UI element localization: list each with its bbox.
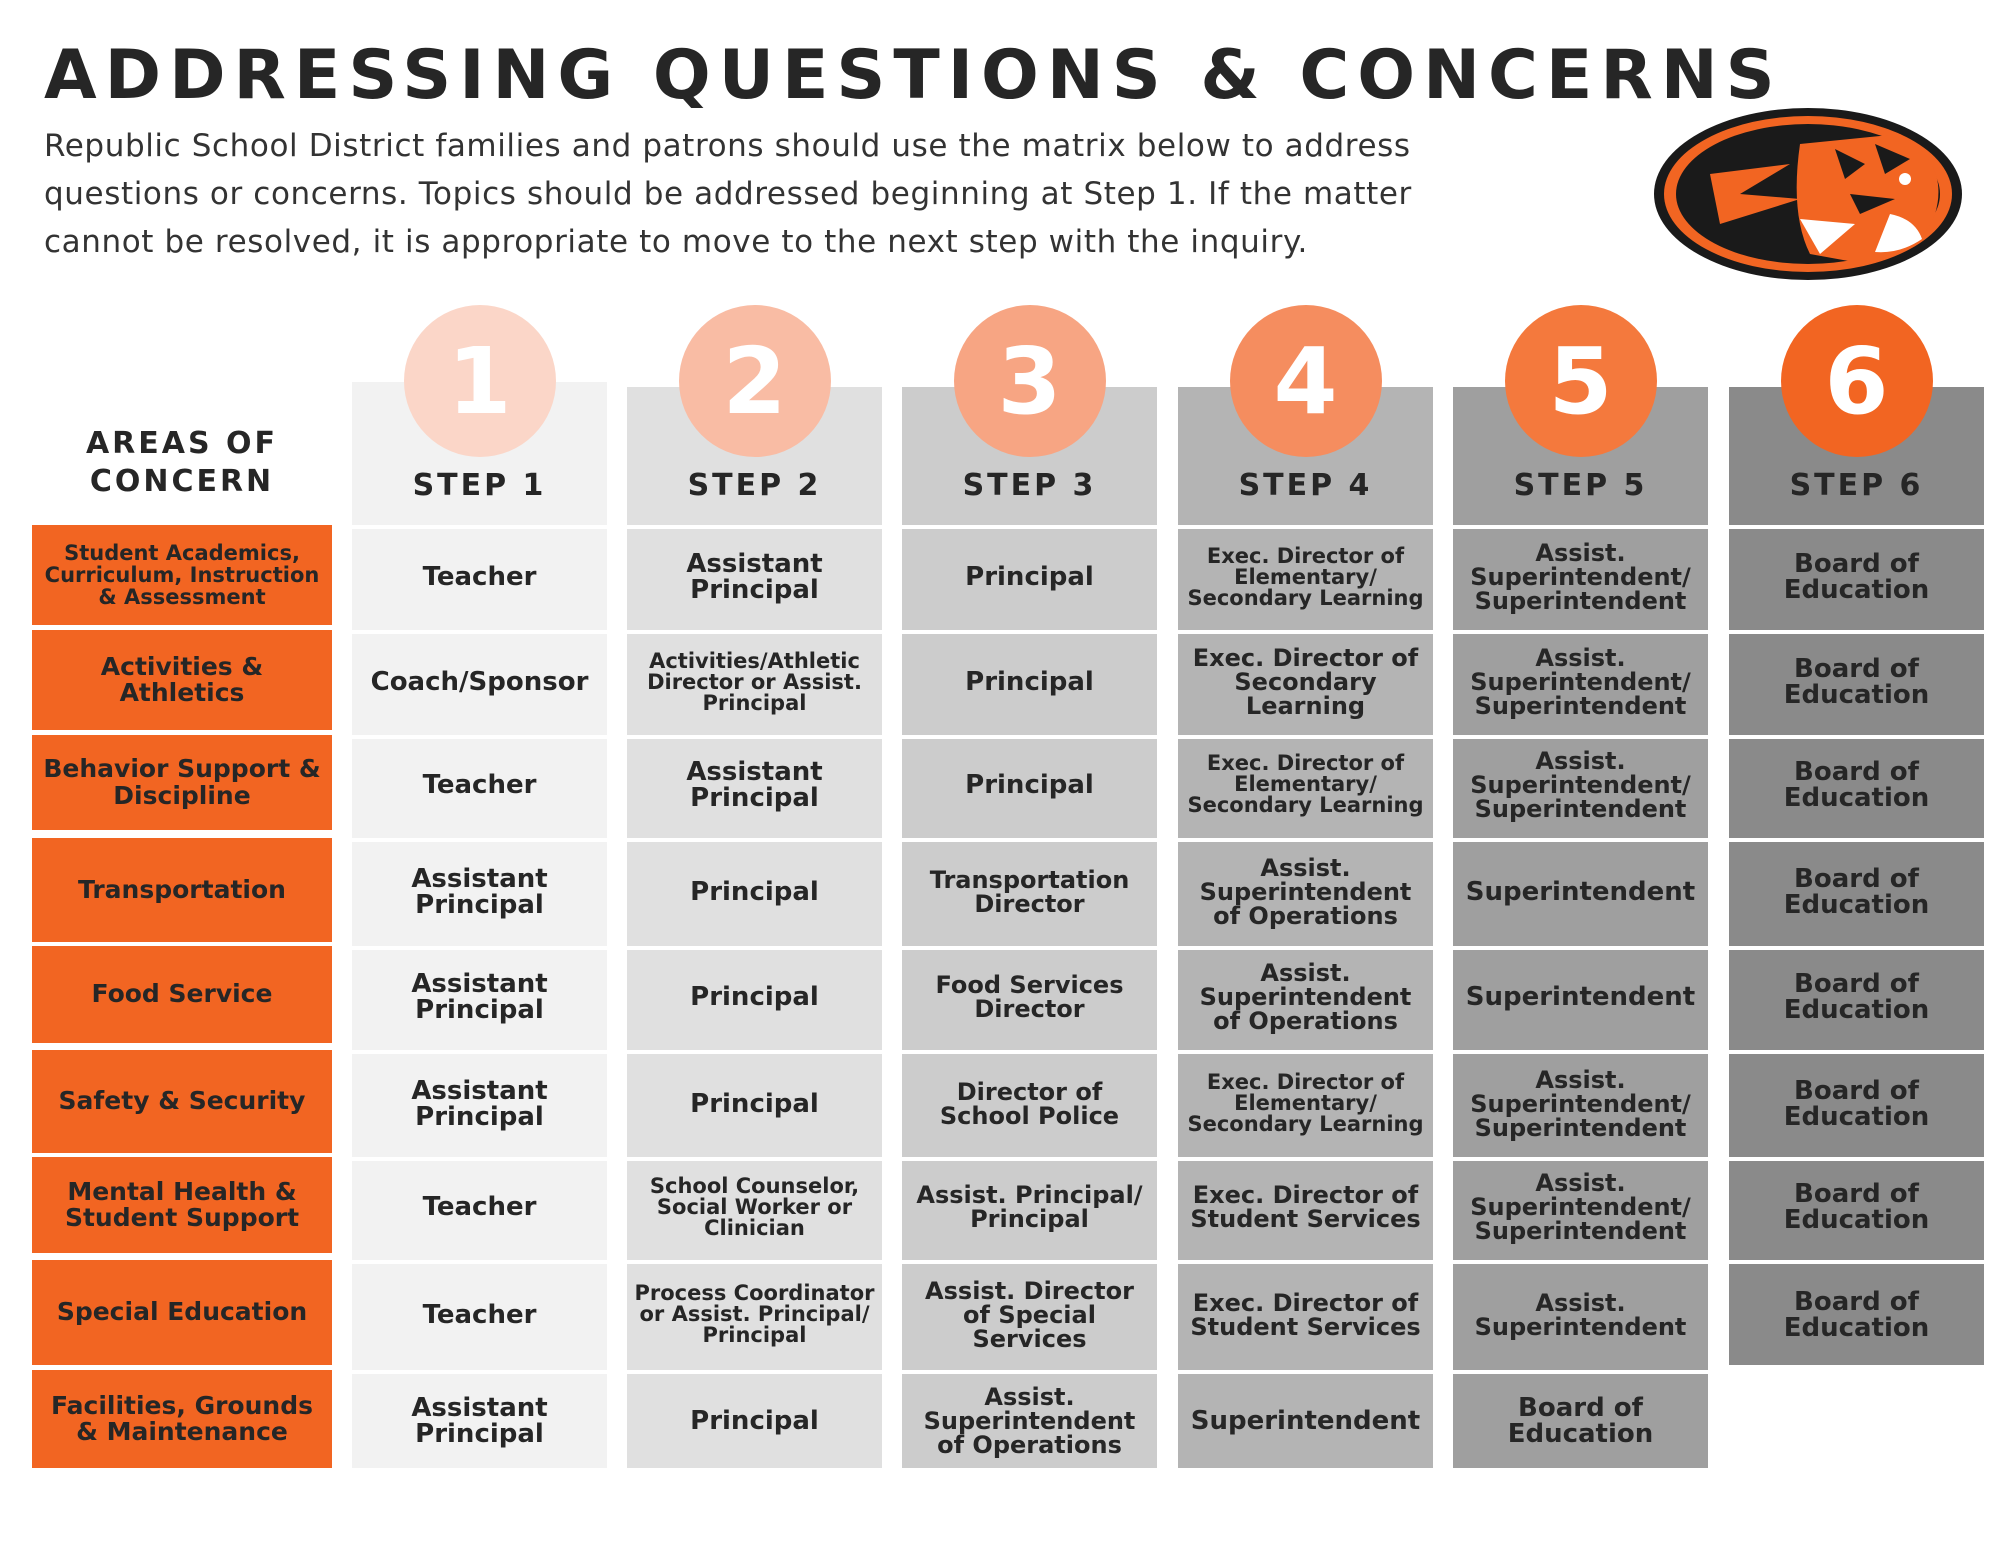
matrix-cell: Assistant Principal xyxy=(352,1050,607,1153)
matrix-cell: Board of Education xyxy=(1729,1157,1984,1253)
matrix-cell: Process Coordinator or Assist. Principal/ Principal xyxy=(627,1260,882,1365)
matrix-cell: Activities/Athletic Director or Assist. Principal xyxy=(627,630,882,730)
matrix-cell: Principal xyxy=(902,630,1157,730)
step-2-number-circle: 2 xyxy=(679,305,831,457)
row-divider xyxy=(32,834,332,838)
matrix-cell: Board of Education xyxy=(1729,735,1984,830)
matrix-cell: Teacher xyxy=(352,1157,607,1253)
row-divider xyxy=(32,626,332,630)
row-divider xyxy=(32,731,332,735)
step-3-label: STEP 3 xyxy=(962,468,1097,503)
row-divider xyxy=(32,1046,332,1050)
step-1-number-circle: 1 xyxy=(404,305,556,457)
matrix-cell: Assistant Principal xyxy=(627,735,882,830)
matrix-cell: Exec. Director of Secondary Learning xyxy=(1178,630,1433,730)
matrix-cell: Exec. Director of Elementary/ Secondary Learning xyxy=(1178,1050,1433,1153)
matrix-cell: Exec. Director of Student Services xyxy=(1178,1260,1433,1365)
matrix-cell: School Counselor, Social Worker or Clinician xyxy=(627,1157,882,1253)
area-of-concern: Transportation xyxy=(32,838,332,942)
matrix-cell: Assist. Director of Special Services xyxy=(902,1260,1157,1365)
step-1-label: STEP 1 xyxy=(412,468,547,503)
matrix-cell: Board of Education xyxy=(1453,1370,1708,1468)
area-of-concern: Special Education xyxy=(32,1260,332,1365)
matrix-cell: Board of Education xyxy=(1729,946,1984,1043)
intro-line: cannot be resolved, it is appropriate to move to the next step with the inquiry. xyxy=(44,224,1308,260)
matrix-cell: Superintendent xyxy=(1453,946,1708,1043)
area-of-concern: Food Service xyxy=(32,946,332,1043)
matrix-cell: Assist. Superintendent/ Superintendent xyxy=(1453,1050,1708,1153)
step-6-label: STEP 6 xyxy=(1789,468,1924,503)
area-of-concern: Student Academics, Curriculum, Instruction & Assessment xyxy=(32,525,332,625)
step-3-number-circle: 3 xyxy=(954,305,1106,457)
page-title: ADDRESSING QUESTIONS & CONCERNS xyxy=(44,36,1783,115)
matrix-cell: Assist. Superintendent/ Superintendent xyxy=(1453,735,1708,830)
matrix-cell: Teacher xyxy=(352,735,607,830)
matrix-cell: Assist. Superintendent xyxy=(1453,1260,1708,1365)
step-6-number-circle: 6 xyxy=(1781,305,1933,457)
matrix-cell: Exec. Director of Student Services xyxy=(1178,1157,1433,1253)
matrix-cell: Teacher xyxy=(352,525,607,625)
matrix-cell: Coach/Sponsor xyxy=(352,630,607,730)
areas-heading-line: AREAS OF xyxy=(85,426,279,461)
matrix-cell: Principal xyxy=(627,838,882,942)
row-divider xyxy=(32,1256,332,1260)
matrix-cell: Principal xyxy=(902,525,1157,625)
area-of-concern: Activities & Athletics xyxy=(32,630,332,730)
matrix-cell: Assist. Superintendent of Operations xyxy=(902,1370,1157,1468)
matrix-cell: Assistant Principal xyxy=(352,946,607,1043)
matrix-cell: Director of School Police xyxy=(902,1050,1157,1153)
matrix-cell: Assistant Principal xyxy=(352,1370,607,1468)
tiger-logo-icon xyxy=(1650,104,1966,284)
row-divider xyxy=(32,1153,332,1157)
matrix-cell: Principal xyxy=(627,1370,882,1468)
area-of-concern: Mental Health & Student Support xyxy=(32,1157,332,1253)
matrix-cell: Assistant Principal xyxy=(352,838,607,942)
matrix-cell: Exec. Director of Elementary/ Secondary Learning xyxy=(1178,735,1433,830)
matrix-cell: Food Services Director xyxy=(902,946,1157,1043)
areas-of-concern-heading xyxy=(32,425,332,501)
step-5-label: STEP 5 xyxy=(1513,468,1648,503)
area-of-concern: Facilities, Grounds & Maintenance xyxy=(32,1370,332,1468)
matrix-cell: Transportation Director xyxy=(902,838,1157,942)
areas-heading-line: CONCERN xyxy=(89,464,275,499)
matrix-cell: Superintendent xyxy=(1178,1370,1433,1468)
row-divider xyxy=(32,942,332,946)
intro-line: questions or concerns. Topics should be addressed beginning at Step 1. If the matter xyxy=(44,176,1412,212)
step-5-number-circle: 5 xyxy=(1505,305,1657,457)
step-4-number-circle: 4 xyxy=(1230,305,1382,457)
matrix-cell: Board of Education xyxy=(1729,525,1984,625)
matrix-cell: Board of Education xyxy=(1729,630,1984,730)
matrix-cell: Assist. Superintendent/ Superintendent xyxy=(1453,1157,1708,1253)
matrix-cell: Principal xyxy=(902,735,1157,830)
matrix-cell: Assistant Principal xyxy=(627,525,882,625)
matrix-cell: Assist. Superintendent/ Superintendent xyxy=(1453,630,1708,730)
matrix-cell: Assist. Superintendent of Operations xyxy=(1178,838,1433,942)
step-2-label: STEP 2 xyxy=(687,468,822,503)
matrix-cell: Exec. Director of Elementary/ Secondary Learning xyxy=(1178,525,1433,625)
matrix-cell: Teacher xyxy=(352,1260,607,1365)
intro-text xyxy=(44,122,1584,266)
matrix-cell: Superintendent xyxy=(1453,838,1708,942)
matrix-cell: Assist. Superintendent/ Superintendent xyxy=(1453,525,1708,625)
matrix-cell: Principal xyxy=(627,946,882,1043)
row-divider xyxy=(32,1366,332,1370)
matrix-cell: Board of Education xyxy=(1729,1260,1984,1365)
matrix-cell: Board of Education xyxy=(1729,838,1984,942)
matrix-cell: Assist. Superintendent of Operations xyxy=(1178,946,1433,1043)
matrix-cell: Principal xyxy=(627,1050,882,1153)
row-divider xyxy=(32,521,332,525)
matrix-cell: Assist. Principal/ Principal xyxy=(902,1157,1157,1253)
step-4-label: STEP 4 xyxy=(1238,468,1373,503)
intro-line: Republic School District families and patrons should use the matrix below to address xyxy=(44,128,1411,164)
area-of-concern: Safety & Security xyxy=(32,1050,332,1153)
matrix-cell: Board of Education xyxy=(1729,1050,1984,1153)
area-of-concern: Behavior Support & Discipline xyxy=(32,735,332,830)
